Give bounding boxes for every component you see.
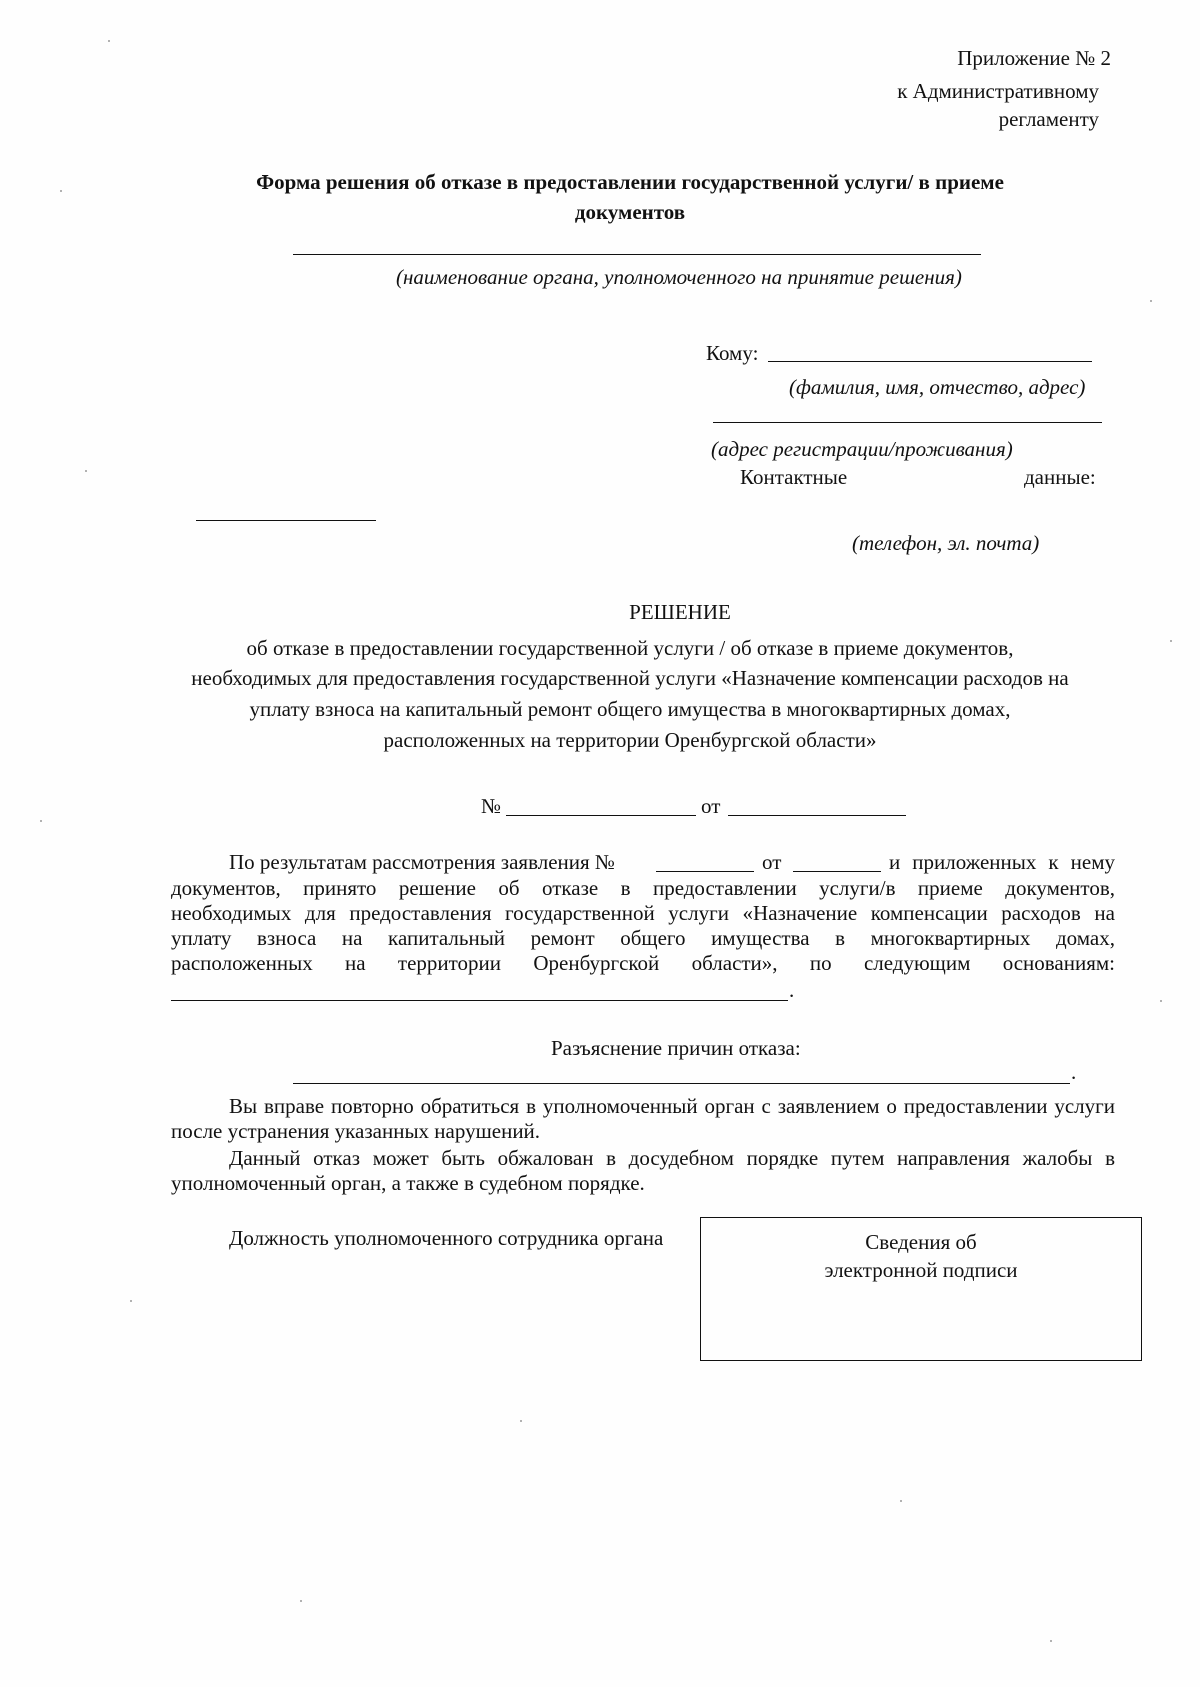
decision-number-line — [506, 815, 696, 816]
paragraph-reapply: Вы вправе повторно обратиться в уполномоченный орган с заявлением о предоставлении услуги после устранения указанных нарушений. — [171, 1094, 1115, 1143]
decision-line4: расположенных на территории Оренбургской области» — [383, 728, 877, 752]
scan-speck — [520, 1420, 522, 1422]
scan-speck — [1050, 1640, 1052, 1642]
application-date-line — [793, 871, 881, 872]
scan-speck — [85, 470, 87, 472]
application-number-line — [656, 871, 754, 872]
p1-line2: документов, принято решение об отказе в предоставлении услуги/в приеме документов, — [171, 876, 1115, 900]
decision-date-line — [728, 815, 906, 816]
recipient-address-caption: (адрес регистрации/проживания) — [711, 437, 1013, 461]
appendix-ref-line2: к Административному — [897, 79, 1099, 103]
decision-date-label: от — [701, 794, 721, 818]
grounds-end: . — [789, 978, 795, 1002]
p1-from: от — [762, 850, 782, 874]
decision-line2: необходимых для предоставления государственной услуги «Назначение компенсации расходов на — [191, 666, 1069, 690]
paragraph-appeal: Данный отказ может быть обжалован в досудебном порядке путем направления жалобы в уполномоченный орган, а также в судебном порядке. — [171, 1146, 1115, 1195]
form-title-line2: документов — [574, 200, 686, 224]
p1-start: По результатам рассмотрения заявления № — [229, 850, 615, 874]
decision-number-label: № — [481, 794, 502, 818]
p1-line4: уплату взноса на капитальный ремонт общего имущества в многоквартирных домах, — [171, 926, 1115, 950]
recipient-name-line — [768, 361, 1092, 362]
electronic-signature-box — [700, 1217, 1142, 1361]
recipient-to-label: Кому: — [706, 341, 759, 365]
signatory-position-label: Должность уполномоченного сотрудника органа — [229, 1226, 664, 1250]
scan-speck — [1170, 640, 1172, 642]
explanation-label: Разъяснение причин отказа: — [551, 1036, 801, 1060]
p1-rest-first: и приложенных к нему — [889, 850, 1115, 874]
contact-label-word1: Контактные — [740, 465, 848, 489]
scan-speck — [1160, 1000, 1162, 1002]
scan-speck — [1150, 300, 1152, 302]
scan-speck — [300, 1600, 302, 1602]
form-title-line1: Форма решения об отказе в предоставлении государственной услуги/ в приеме — [256, 170, 1004, 194]
signature-box-text — [701, 1228, 1141, 1284]
authority-caption: (наименование органа, уполномоченного на принятие решения) — [396, 265, 962, 289]
contact-line — [196, 520, 376, 521]
recipient-name-caption: (фамилия, имя, отчество, адрес) — [789, 375, 1086, 399]
grounds-line — [171, 1000, 788, 1001]
decision-heading: РЕШЕНИЕ — [629, 600, 731, 624]
p1-line5: расположенных на территории Оренбургской области», по следующим основаниям: — [171, 951, 1115, 975]
authority-name-line — [293, 254, 981, 255]
scan-speck — [60, 190, 62, 192]
recipient-address-line — [713, 422, 1102, 423]
scan-speck — [108, 40, 110, 42]
decision-line3: уплату взноса на капитальный ремонт общего имущества в многоквартирных домах, — [249, 697, 1011, 721]
decision-line1: об отказе в предоставлении государственной услуги / об отказе в приеме документов, — [246, 636, 1014, 660]
contact-label-word2: данные: — [1024, 465, 1096, 489]
p1-line3: необходимых для предоставления государственной услуги «Назначение компенсации расходов на — [171, 901, 1115, 925]
signature-box-line2: электронной подписи — [824, 1258, 1018, 1282]
scan-speck — [40, 820, 42, 822]
scan-speck — [900, 1500, 902, 1502]
appendix-number: Приложение № 2 — [957, 46, 1111, 70]
scan-speck — [130, 1300, 132, 1302]
appendix-ref-line3: регламенту — [998, 107, 1099, 131]
explanation-line — [293, 1083, 1070, 1084]
contact-caption: (телефон, эл. почта) — [852, 531, 1040, 555]
signature-box-line1: Сведения об — [865, 1230, 977, 1254]
explanation-end: . — [1071, 1060, 1077, 1084]
